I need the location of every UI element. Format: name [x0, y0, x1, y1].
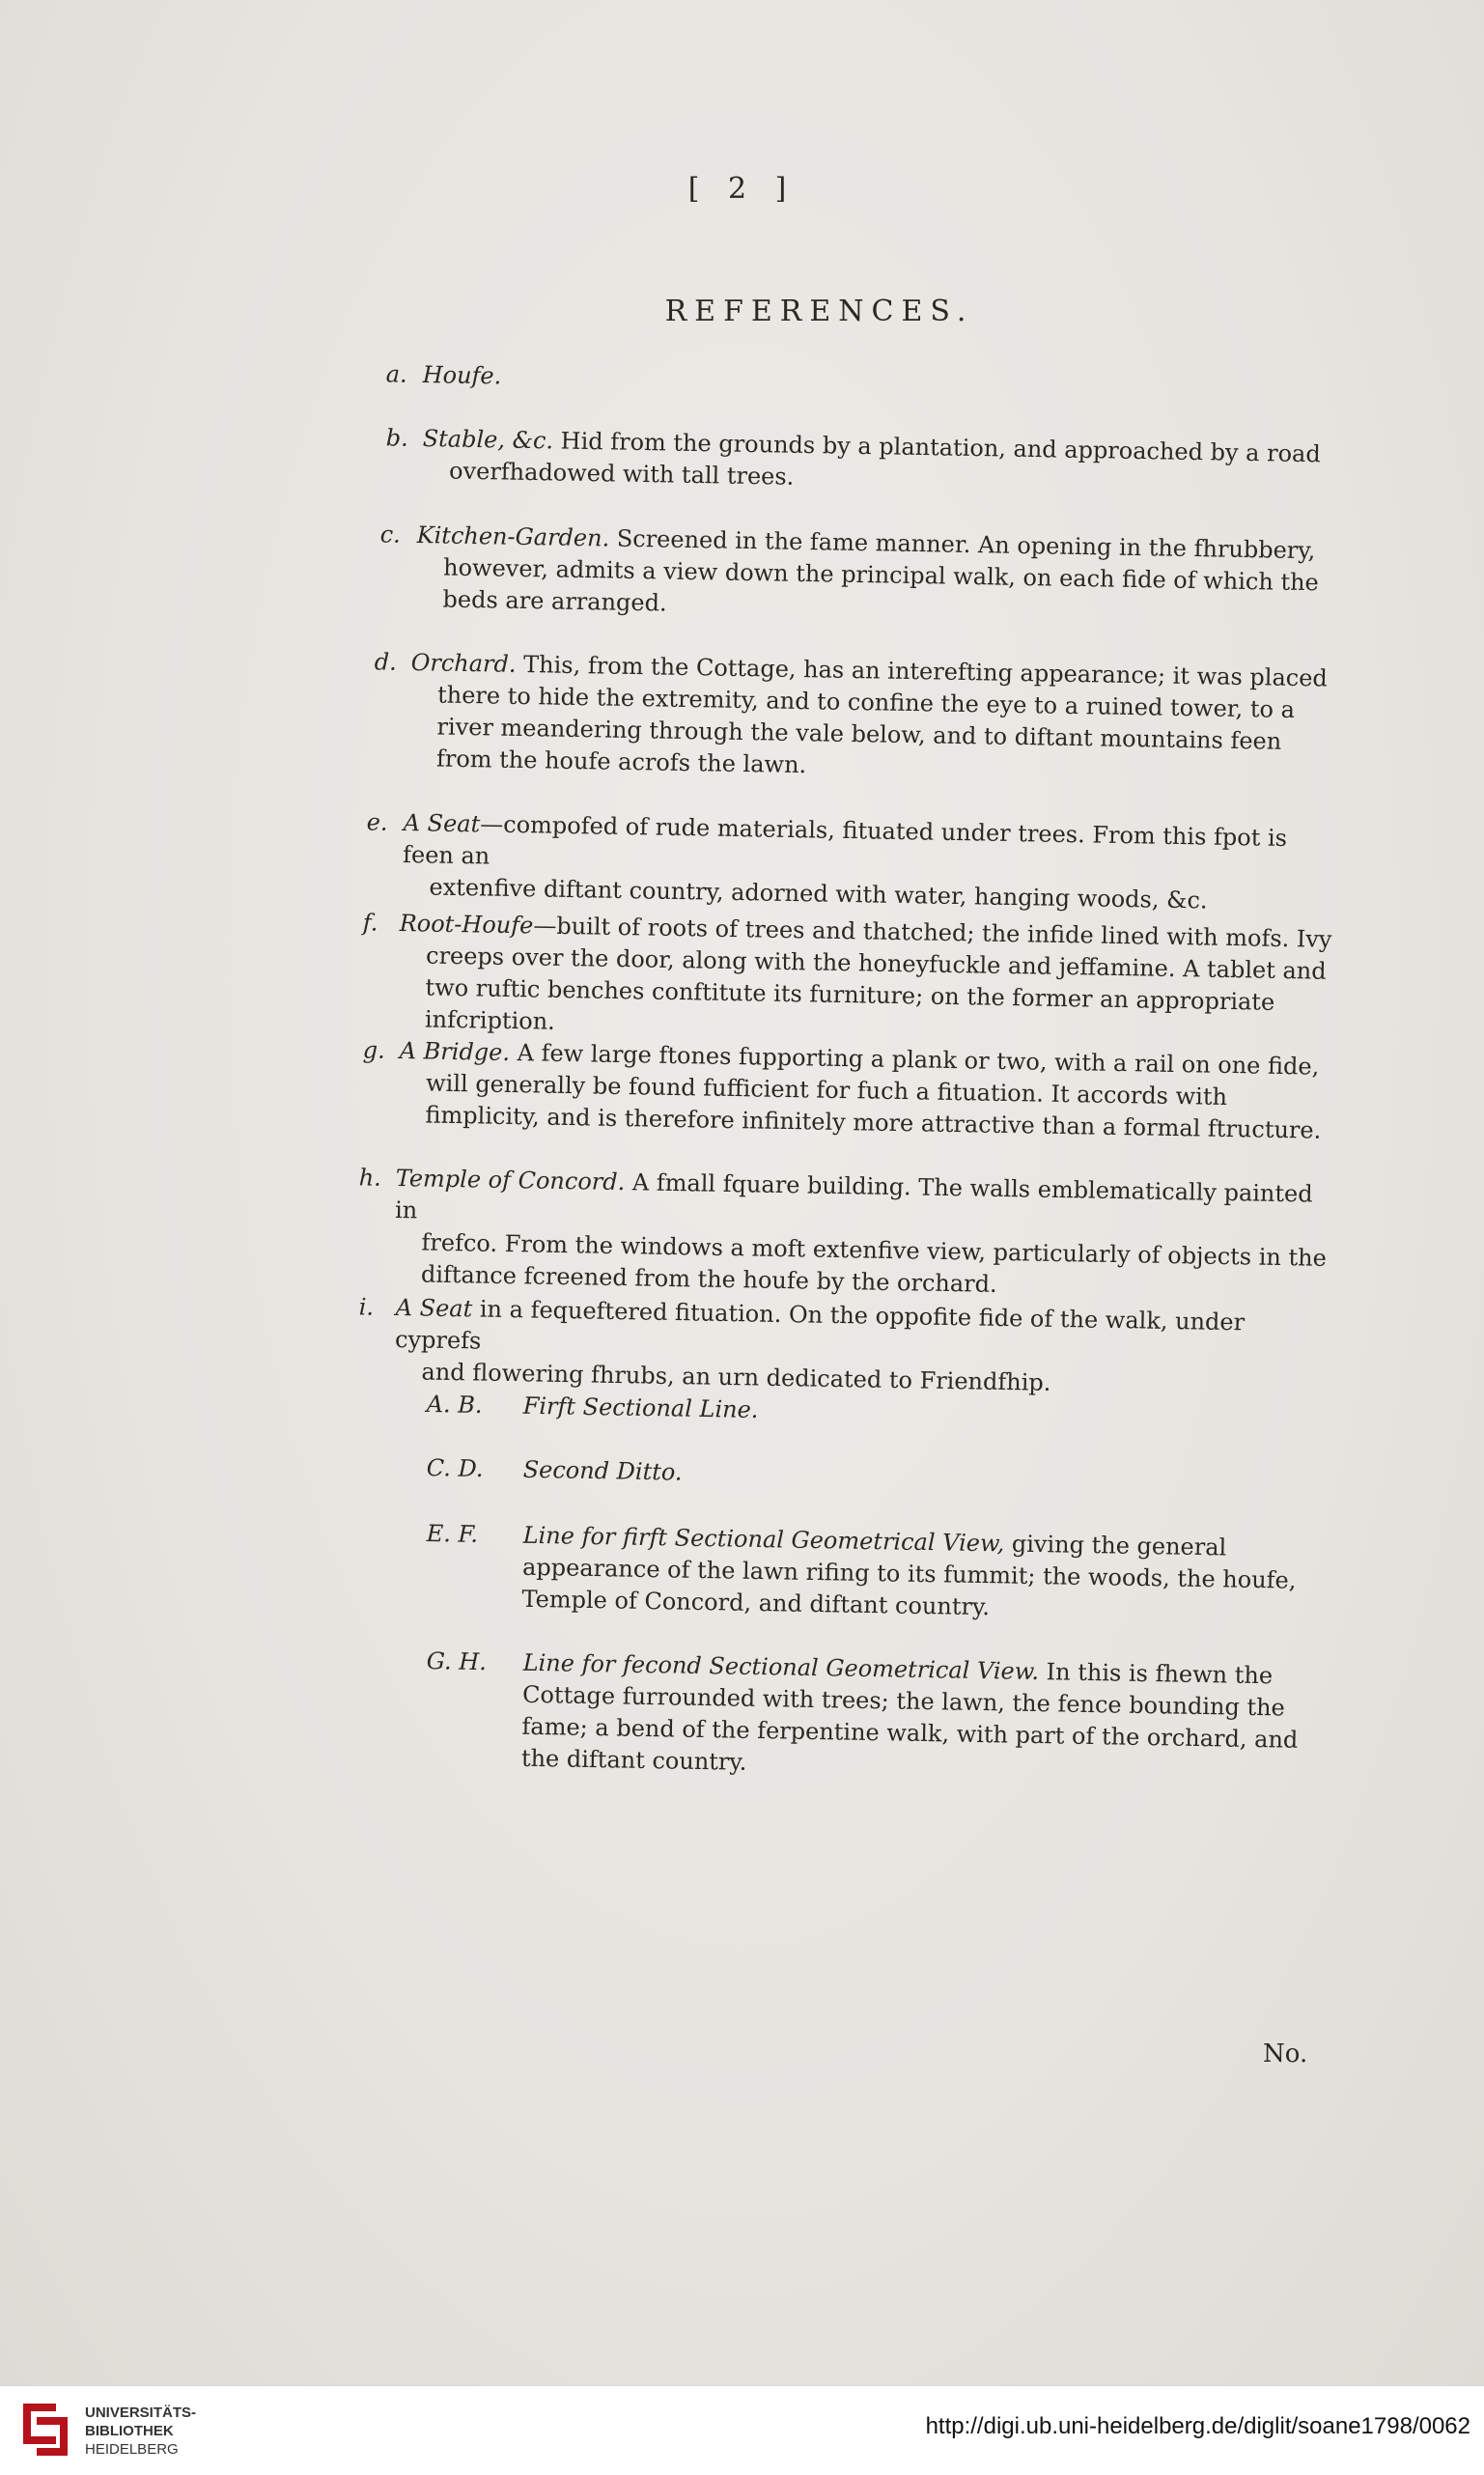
page-number: [ 2 ]	[0, 172, 1484, 206]
entry-continuation: frefco. From the windows a moft extenfive view, particularly of objects in the diftance fcreened from the houfe by the orchard.	[394, 1226, 1328, 1307]
entry-text: in a fequeftered fituation. On the oppofite fide of the walk, under cyprefs	[395, 1295, 1252, 1354]
entry-term: Stable, &c.	[422, 425, 553, 454]
library-name	[85, 2404, 196, 2459]
entry-text: Hid from the grounds by a plantation, and approached by a road	[553, 427, 1321, 467]
sectional-line-gh	[425, 1645, 1317, 1788]
entry-letter: h.	[358, 1162, 381, 1194]
reference-entry-d	[409, 647, 1338, 791]
section-key: C. D.	[426, 1452, 483, 1485]
entry-continuation: overfhadowed with tall trees.	[422, 455, 1339, 503]
entry-term: Root-Houfe	[399, 910, 533, 939]
entry-term: A Seat	[403, 809, 480, 837]
library-logo-icon[interactable]	[14, 2398, 73, 2461]
sectional-line-ef	[425, 1518, 1317, 1629]
library-line3: HEIDELBERG	[85, 2440, 196, 2459]
entry-continuation: and flowering fhrubs, an urn dedicated to Friendfhip.	[394, 1356, 1327, 1404]
entry-text: A fmall fquare building. The walls emblematically painted in	[395, 1168, 1321, 1223]
references-heading: REFERENCES.	[0, 295, 1484, 328]
entry-text: —built of roots of trees and thatched; the infide lined with mofs. Ivy	[533, 912, 1332, 952]
reference-entry-f	[398, 908, 1332, 1052]
section-term: Line for fecond Sectional Geometrical View.	[522, 1649, 1039, 1685]
reference-entry-g	[398, 1035, 1332, 1147]
entry-letter: f.	[362, 907, 378, 939]
reference-entry-h	[394, 1163, 1329, 1307]
entry-continuation: will generally be found fufficient for fuch a fituation. It accords with fimplicity, and is therefore infinitely more attractive than a formal ftructure.	[398, 1067, 1331, 1147]
entry-text: —compofed of rude materials, fituated under trees. From this fpot is feen an	[403, 810, 1295, 869]
entry-letter: c.	[379, 519, 401, 550]
entry-letter: g.	[362, 1034, 385, 1066]
section-text: In this is fhewn the Cottage furrounded with trees; the lawn, the fence bounding the fame; a bend of the ferpentine walk, with part of the orchard, and the diftant country.	[521, 1658, 1299, 1776]
entry-text: Screened in the fame manner. An opening in the fhrubbery,	[609, 524, 1316, 564]
sectional-line-cd	[426, 1452, 1324, 1500]
entry-continuation: there to hide the extremity, and to confine the eye to a ruined tower, to a river meandering through the vale below, and to diftant mountains feen from the houfe acrofs the lawn.	[409, 679, 1338, 791]
section-key: G. H.	[426, 1645, 487, 1678]
reference-entry-c	[415, 520, 1340, 632]
library-line1: UNIVERSITÄTS-	[85, 2404, 196, 2422]
entry-text: This, from the Cottage, has an interefting appearance; it was placed	[516, 651, 1328, 692]
source-url-link[interactable]: http://digi.ub.uni-heidelberg.de/diglit/soane1798/0062	[926, 2413, 1470, 2440]
section-key: A. B.	[426, 1389, 482, 1421]
entry-term: Temple of Concord.	[395, 1165, 625, 1195]
entry-letter: i.	[358, 1291, 374, 1323]
section-key: E. F.	[426, 1518, 478, 1551]
catchword: No.	[1263, 2039, 1307, 2068]
entry-term: A Bridge.	[399, 1037, 510, 1066]
entry-term: Orchard.	[410, 649, 516, 678]
entry-continuation: however, admits a view down the principal walk, on each fide of which the beds are arranged.	[415, 551, 1339, 632]
entry-continuation: extenfive diftant country, adorned with water, hanging woods, &c.	[402, 871, 1334, 919]
entry-term: A Seat	[395, 1294, 472, 1322]
entry-letter: a.	[385, 358, 407, 390]
section-term: Line for firft Sectional Geometrical View,	[522, 1522, 1004, 1558]
reference-entry-e	[402, 807, 1336, 919]
entry-term: Houfe.	[422, 361, 501, 389]
entry-letter: b.	[385, 422, 408, 454]
entry-letter: e.	[366, 806, 387, 838]
library-line2: BIBLIOTHEK	[85, 2422, 196, 2440]
reference-entry-a	[422, 359, 1339, 408]
section-text: giving the general appearance of the lawn rifing to its fummit; the woods, the houfe, Temple of Concord, and diftant country.	[521, 1530, 1296, 1620]
section-term: Firft Sectional Line.	[522, 1392, 758, 1423]
entry-continuation: creeps over the door, along with the honeyfuckle and jeffamine. A tablet and two ruftic benches conftitute its furniture; on the former an appropriate infcription.	[398, 940, 1332, 1052]
reference-entry-b	[422, 423, 1340, 503]
entry-text: A few large ftones fupporting a plank or two, with a rail on one fide,	[510, 1039, 1320, 1081]
reference-entry-i	[394, 1292, 1329, 1404]
entry-term: Kitchen-Garden.	[416, 521, 609, 551]
entry-letter: d.	[374, 646, 397, 678]
footer-bar	[0, 2385, 1484, 2475]
section-term: Second Ditto.	[522, 1456, 682, 1486]
